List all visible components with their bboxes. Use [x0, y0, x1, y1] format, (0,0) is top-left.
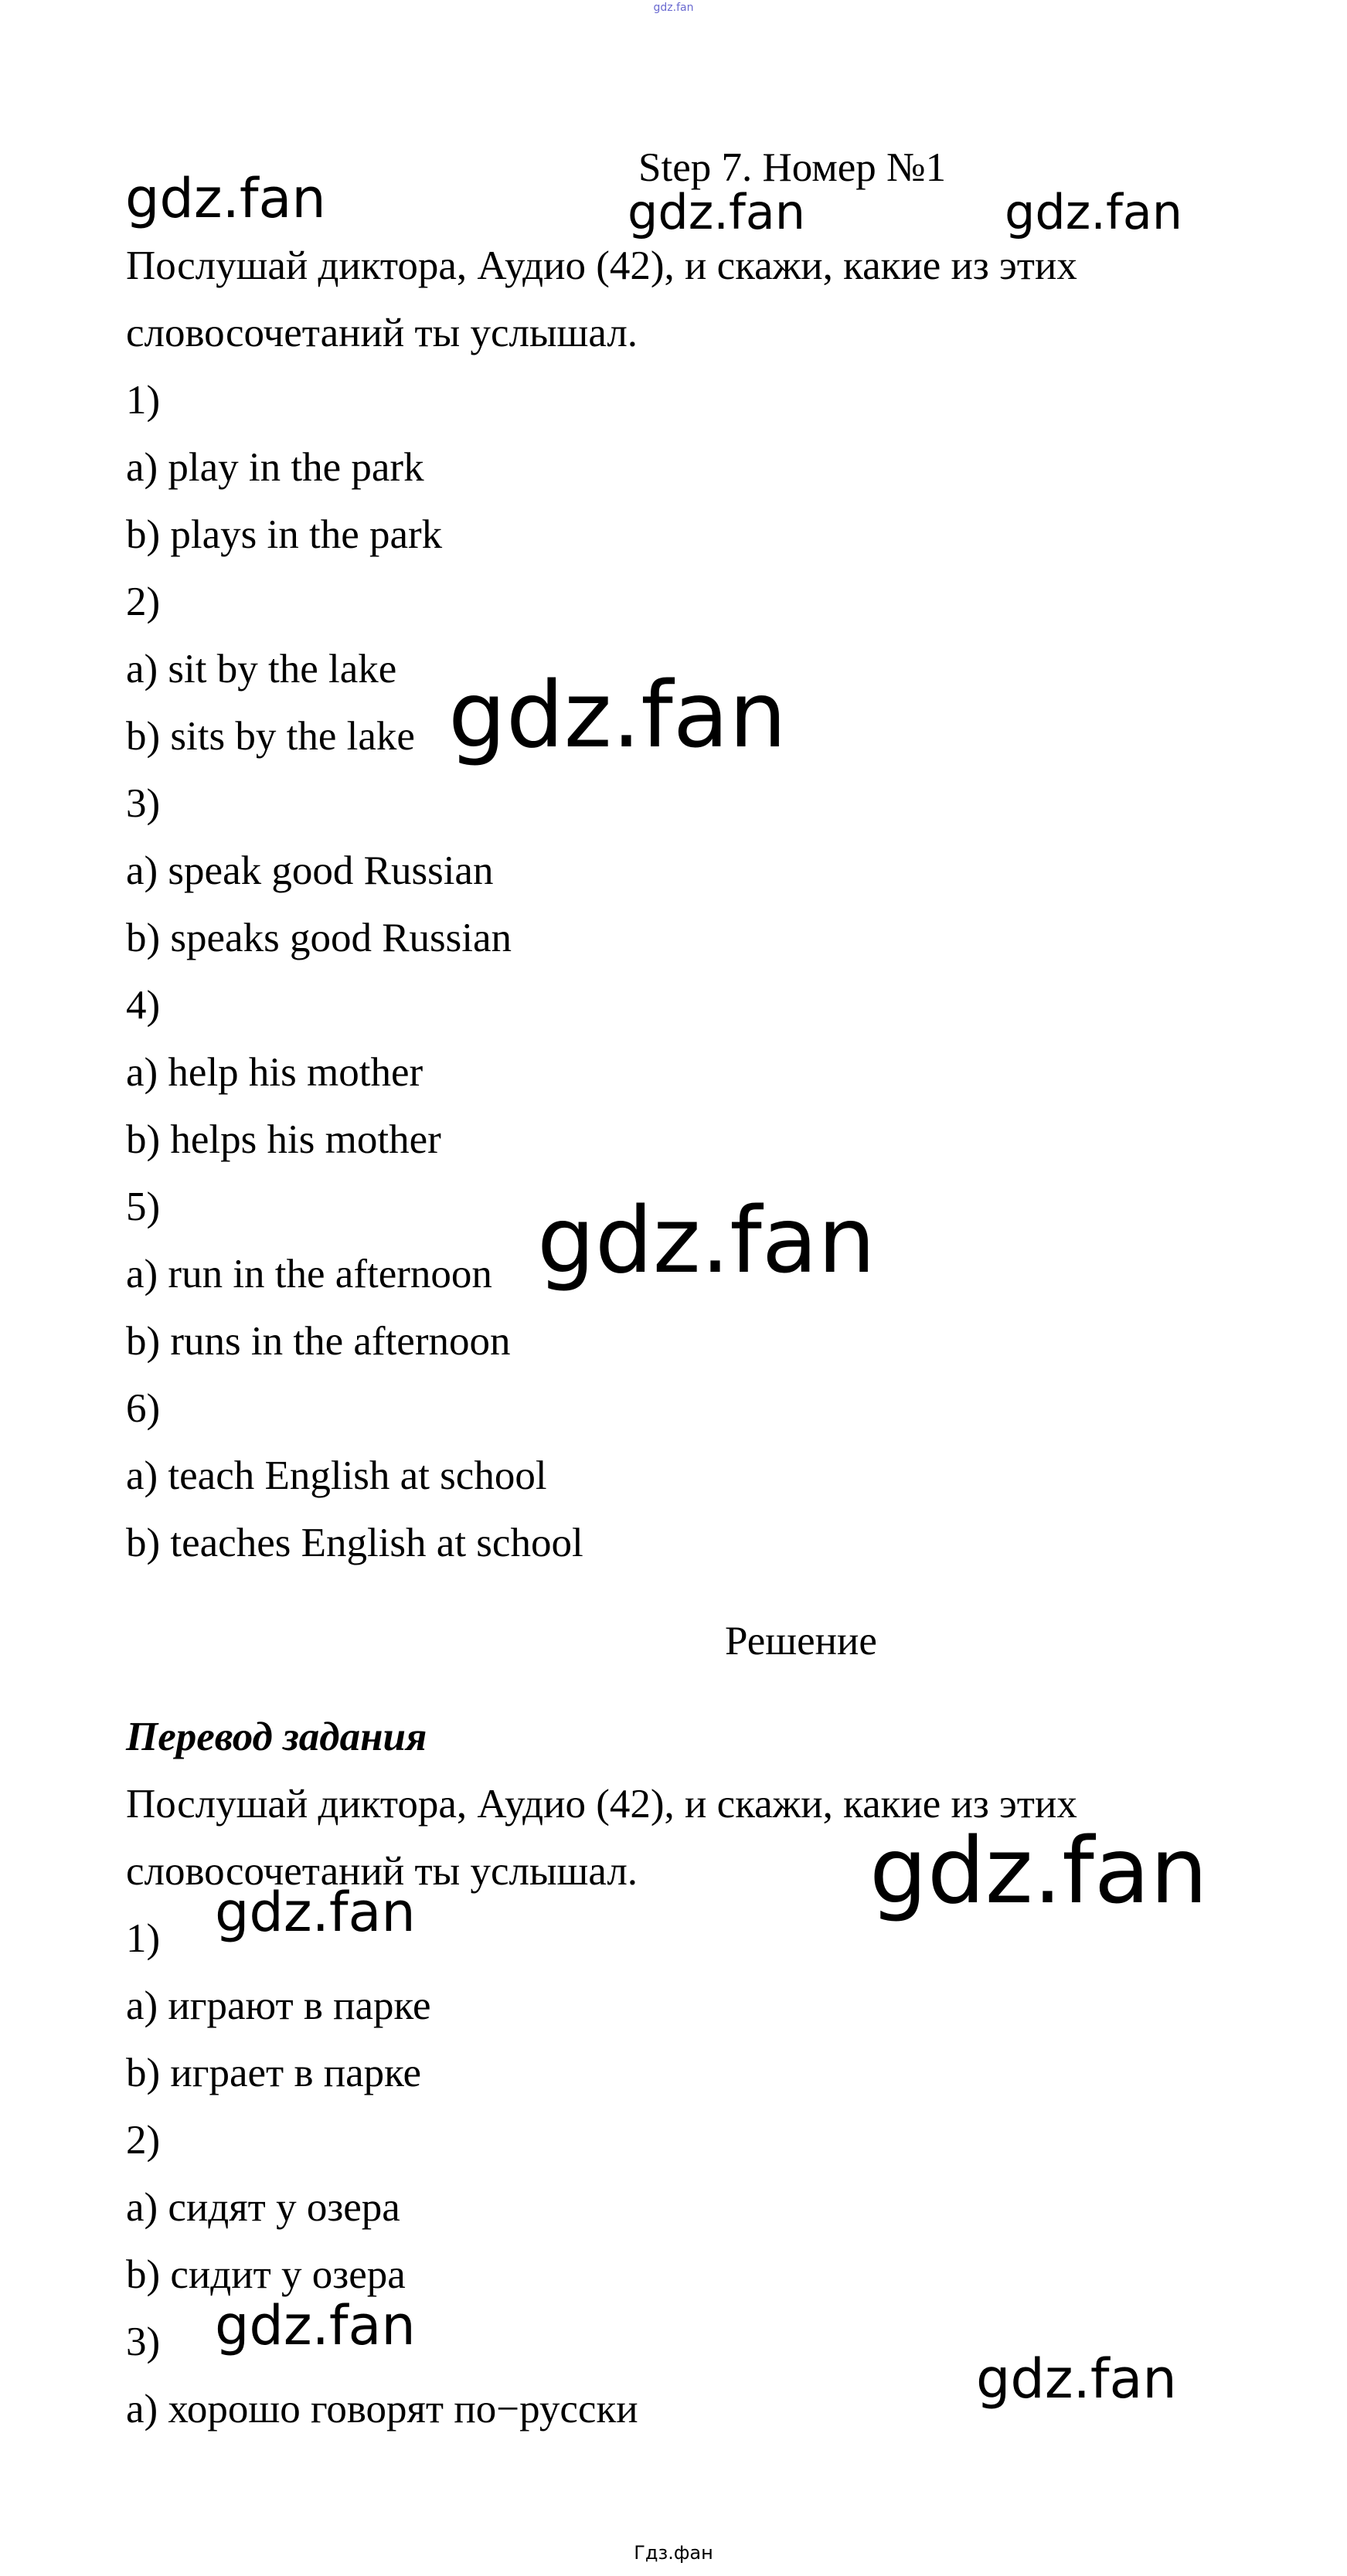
option-a: a) teach English at school — [126, 1453, 547, 1498]
item-number: 6) — [126, 1386, 161, 1431]
translation-text-line-1: Послушай диктора, Аудио (42), и скажи, какие из этих — [126, 1782, 1077, 1827]
watermark: gdz.fan — [215, 1881, 416, 1944]
option-a: a) play in the park — [126, 445, 424, 490]
item-number: 1) — [126, 1916, 161, 1961]
item-number: 4) — [126, 983, 161, 1028]
item-number: 2) — [126, 2118, 161, 2163]
option-b: b) helps his mother — [126, 1117, 441, 1162]
option-b: b) сидит у озера — [126, 2252, 406, 2297]
watermark: gdz.fan — [1005, 184, 1183, 240]
watermark: gdz.fan — [125, 167, 326, 230]
option-a: a) help his mother — [126, 1050, 423, 1095]
translation-text-line-2: словосочетаний ты услышал. — [126, 1849, 638, 1894]
top-watermark: gdz.fan — [653, 2, 694, 14]
item-number: 3) — [126, 2319, 161, 2364]
option-b: b) sits by the lake — [126, 714, 415, 759]
watermark: gdz.fan — [537, 1187, 876, 1293]
task-text-line-1: Послушай диктора, Аудио (42), и скажи, какие из этих — [126, 243, 1077, 288]
watermark: gdz.fan — [869, 1817, 1208, 1924]
item-number: 2) — [126, 579, 161, 624]
item-number: 3) — [126, 781, 161, 826]
option-a: a) играют в парке — [126, 1983, 431, 2028]
option-a: a) sit by the lake — [126, 647, 397, 692]
watermark: gdz.fan — [628, 184, 806, 240]
footer-text: Гдз.фан — [634, 2542, 713, 2564]
translation-heading: Перевод задания — [126, 1715, 427, 1759]
option-a: a) speak good Russian — [126, 848, 494, 893]
option-a: a) сидят у озера — [126, 2185, 400, 2230]
option-b: b) teaches English at school — [126, 1521, 583, 1565]
option-b: b) speaks good Russian — [126, 916, 512, 960]
watermark: gdz.fan — [448, 661, 787, 768]
watermark: gdz.fan — [976, 2347, 1177, 2411]
item-number: 1) — [126, 378, 161, 423]
task-text-line-2: словосочетаний ты услышал. — [126, 311, 638, 355]
page-title: Step 7. Номер №1 — [638, 145, 947, 190]
option-b: b) играет в парке — [126, 2051, 422, 2095]
option-b: b) plays in the park — [126, 512, 443, 557]
item-number: 5) — [126, 1184, 161, 1229]
watermark: gdz.fan — [215, 2294, 416, 2357]
option-b: b) runs in the afternoon — [126, 1319, 511, 1364]
option-a: a) run in the afternoon — [126, 1252, 492, 1296]
solution-heading: Решение — [725, 1619, 877, 1664]
option-a: a) хорошо говорят по−русски — [126, 2387, 638, 2432]
